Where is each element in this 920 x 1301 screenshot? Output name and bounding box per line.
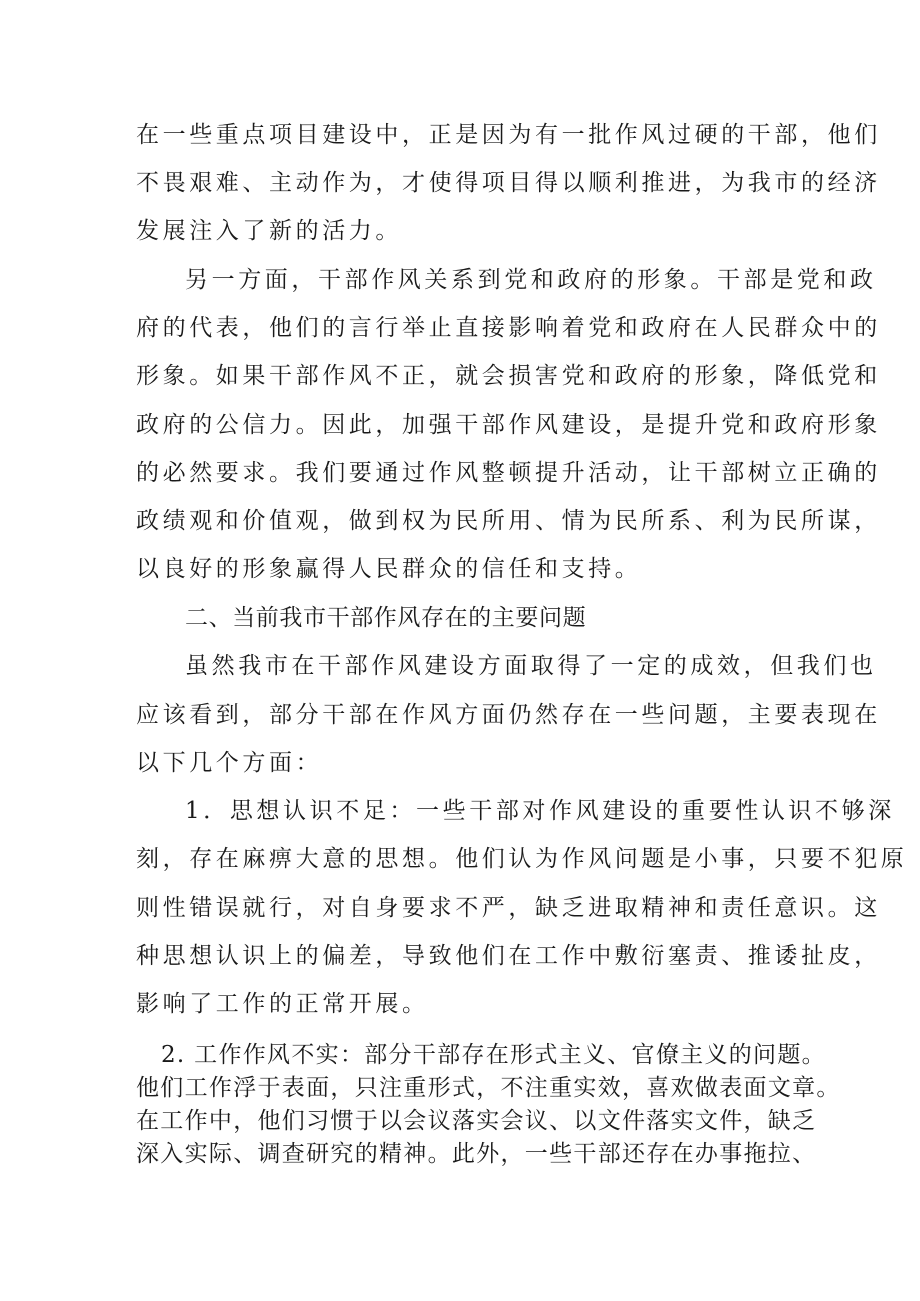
- body-line: 影响了工作的正常开展。: [136, 991, 429, 1017]
- body-line: 形象。如果干部作风不正，就会损害党和政府的形象，降低党和: [136, 363, 881, 389]
- body-line: 应该看到，部分干部在作风方面仍然存在一些问题，主要表现在: [136, 702, 881, 728]
- section-heading: 二、当前我市干部作风存在的主要问题: [185, 605, 587, 631]
- body-line: 府的代表，他们的言行举止直接影响着党和政府在人民群众中的: [136, 315, 881, 341]
- body-line: 则性错误就行，对自身要求不严，缺乏进取精神和责任意识。这: [136, 895, 881, 921]
- body-line: 1．思想认识不足：一些干部对作风建设的重要性认识不够深: [185, 798, 895, 824]
- body-line: 在一些重点项目建设中，正是因为有一批作风过硬的干部，他们: [136, 122, 881, 148]
- body-line: 刻，存在麻痹大意的思想。他们认为作风问题是小事，只要不犯原: [136, 846, 908, 872]
- body-line: 以下几个方面：: [136, 750, 323, 776]
- body-line: 虽然我市在干部作风建设方面取得了一定的成效，但我们也: [185, 653, 877, 679]
- body-line: 以良好的形象赢得人民群众的信任和支持。: [136, 556, 642, 582]
- body-line: 在工作中，他们习惯于以会议落实会议、以文件落实文件，缺乏: [136, 1108, 817, 1134]
- body-line: 深入实际、调查研究的精神。此外，一些干部还存在办事拖拉、: [136, 1141, 817, 1167]
- body-line: 他们工作浮于表面，只注重形式，不注重实效，喜欢做表面文章。: [136, 1075, 841, 1101]
- body-line: 政府的公信力。因此，加强干部作风建设，是提升党和政府形象: [136, 412, 881, 438]
- body-line: 另一方面，干部作风关系到党和政府的形象。干部是党和政: [185, 267, 877, 293]
- body-line: 不畏艰难、主动作为，才使得项目得以顺利推进，为我市的经济: [136, 170, 881, 196]
- body-line: 的必然要求。我们要通过作风整顿提升活动，让干部树立正确的: [136, 460, 881, 486]
- body-line: 发展注入了新的活力。: [136, 218, 402, 244]
- body-line: 政绩观和价值观，做到权为民所用、情为民所系、利为民所谋，: [136, 508, 881, 534]
- body-line: 2. 工作作风不实：部分干部存在形式主义、官僚主义的问题。: [161, 1042, 826, 1068]
- body-line: 种思想认识上的偏差，导致他们在工作中敷衍塞责、推诿扯皮，: [136, 943, 881, 969]
